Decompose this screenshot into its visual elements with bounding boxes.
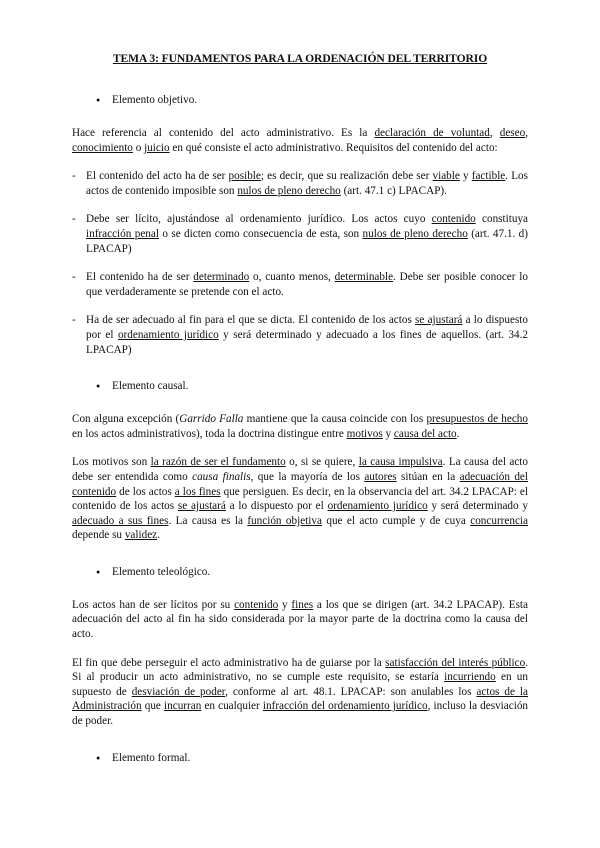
underlined-text: fines — [291, 598, 314, 611]
underlined-text: causa del acto — [393, 427, 457, 440]
underlined-text: contenido — [234, 598, 279, 611]
underlined-text: posible — [228, 170, 261, 183]
underlined-text: determinado — [193, 271, 250, 284]
underlined-text: actos de la Administración — [72, 685, 529, 713]
underlined-text: contenido — [431, 213, 476, 226]
underlined-text: ordenamiento jurídico — [117, 328, 219, 341]
paragraph: Con alguna excepción (Garrido Falla mantiene que la causa coincide con los presupuestos de hecho en los actos administrativos), toda la doctrina distingue entre motivos y causa del acto. — [72, 413, 528, 440]
underlined-text: la causa impulsiva — [358, 456, 443, 469]
underlined-text: ordenamiento jurídico — [327, 500, 428, 513]
requirements-list — [72, 169, 528, 357]
underlined-text: satisfacción del interés público — [385, 656, 526, 669]
underlined-text: infracción del ordenamiento jurídico — [262, 700, 428, 713]
underlined-text: nulos de pleno derecho — [237, 184, 341, 197]
underlined-text: viable — [432, 170, 460, 183]
underlined-text: infracción penal — [86, 227, 159, 240]
list-item: - Debe ser lícito, ajustándose al ordenamiento jurídico. Los actos cuyo contenido constituya infracción penal o se dicten como consecuencia de esta, son nulos de pleno derecho (art. 47.1. d) LPACAP) — [72, 212, 528, 256]
underlined-text: juicio — [144, 141, 170, 154]
underlined-text: se ajustará — [415, 314, 463, 327]
underlined-text: determinable — [334, 271, 394, 284]
paragraph: Hace referencia al contenido del acto administrativo. Es la declaración de voluntad, deseo, conocimiento o juicio en qué consiste el acto administrativo. Requisitos del contenido del acto: — [72, 127, 529, 154]
underlined-text: presupuestos de hecho — [426, 413, 528, 426]
underlined-text: factible — [471, 170, 506, 183]
underlined-text: nulos de pleno derecho — [362, 227, 468, 240]
underlined-text: incurriendo — [444, 671, 496, 684]
paragraph: Los actos han de ser lícitos por su contenido y fines a los que se dirigen (art. 34.2 LPACAP). Esta adecuación del acto al fin ha sido considerada por la mayor parte de la doctrina como la causa del acto. — [72, 598, 529, 641]
italic-text: Garrido Falla — [179, 413, 244, 426]
underlined-text: deseo — [499, 127, 526, 139]
underlined-text: adecuación del contenido — [72, 470, 529, 498]
paragraph: Los motivos son la razón de ser el fundamento o, si se quiere, la causa impulsiva. La causa del acto debe ser entendida como causa finalis, que la mayoría de los autores sitúan en la adecuación del contenido de los actos a los fines que persiguen. Es decir, en la observancia del art. 34.2 LPACAP: el contenido de los actos se ajustará a lo dispuesto por el ordenamiento jurídico y será determinado y adecuado a sus fines. La causa es la función objetiva que el acto cumple y de cuya concurrencia depende su validez. — [72, 456, 529, 542]
list-item: - Ha de ser adecuado al fin para el que se dicta. El contenido de los actos se ajustará a lo dispuesto por el ordenamiento jurídico y será determinado y adecuado a los fines de aquellos. (art. 34.2 LPACAP) — [72, 313, 528, 357]
list-item: - El contenido del acto ha de ser posible; es decir, que su realización debe ser viable y factible. Los actos de contenido imposible son nulos de pleno derecho (art. 47.1 c) LPACAP). — [72, 169, 528, 198]
underlined-text: incurran — [164, 700, 202, 713]
underlined-text: motivos — [346, 427, 383, 440]
underlined-text: desviación de poder — [131, 685, 226, 698]
paragraph: El fin que debe perseguir el acto administrativo ha de guiarse por la satisfacción del interés público. Si al producir un acto administrativo, no se cumple este requisito, se estaría incurriendo en un supuesto de desviación de poder, conforme al art. 48.1. LPACAP: son anulables los actos de la Administración que incurran en cualquier infracción del ordenamiento jurídico, incluso la desviación de poder. — [72, 656, 529, 728]
underlined-text: función objetiva — [247, 514, 322, 527]
underlined-text: se ajustará — [177, 500, 226, 513]
underlined-text: validez — [124, 529, 158, 542]
section-heading-causal: ● Elemento causal. — [72, 379, 528, 394]
underlined-text: declaración de voluntad — [374, 127, 490, 139]
section-heading-objetivo: ● Elemento objetivo. — [72, 93, 528, 108]
section-heading-teleologico: ● Elemento teleológico. — [72, 565, 528, 580]
underlined-text: adecuado a sus fines — [72, 514, 169, 527]
underlined-text: a los fines — [174, 485, 221, 498]
section-heading-formal: ● Elemento formal. — [72, 751, 528, 766]
underlined-text: autores — [364, 470, 397, 483]
document-page — [72, 52, 528, 784]
list-item: - El contenido ha de ser determinado o, cuanto menos, determinable. Debe ser posible conocer lo que verdaderamente se pretende con el acto. — [72, 270, 528, 299]
italic-text: causa finalis — [192, 470, 251, 483]
page-title: TEMA 3: FUNDAMENTOS PARA LA ORDENACIÓN DEL TERRITORIO — [112, 52, 488, 65]
underlined-text: concurrencia — [470, 514, 528, 527]
underlined-text: la razón de ser el fundamento — [150, 456, 286, 469]
underlined-text: conocimiento — [72, 141, 133, 154]
